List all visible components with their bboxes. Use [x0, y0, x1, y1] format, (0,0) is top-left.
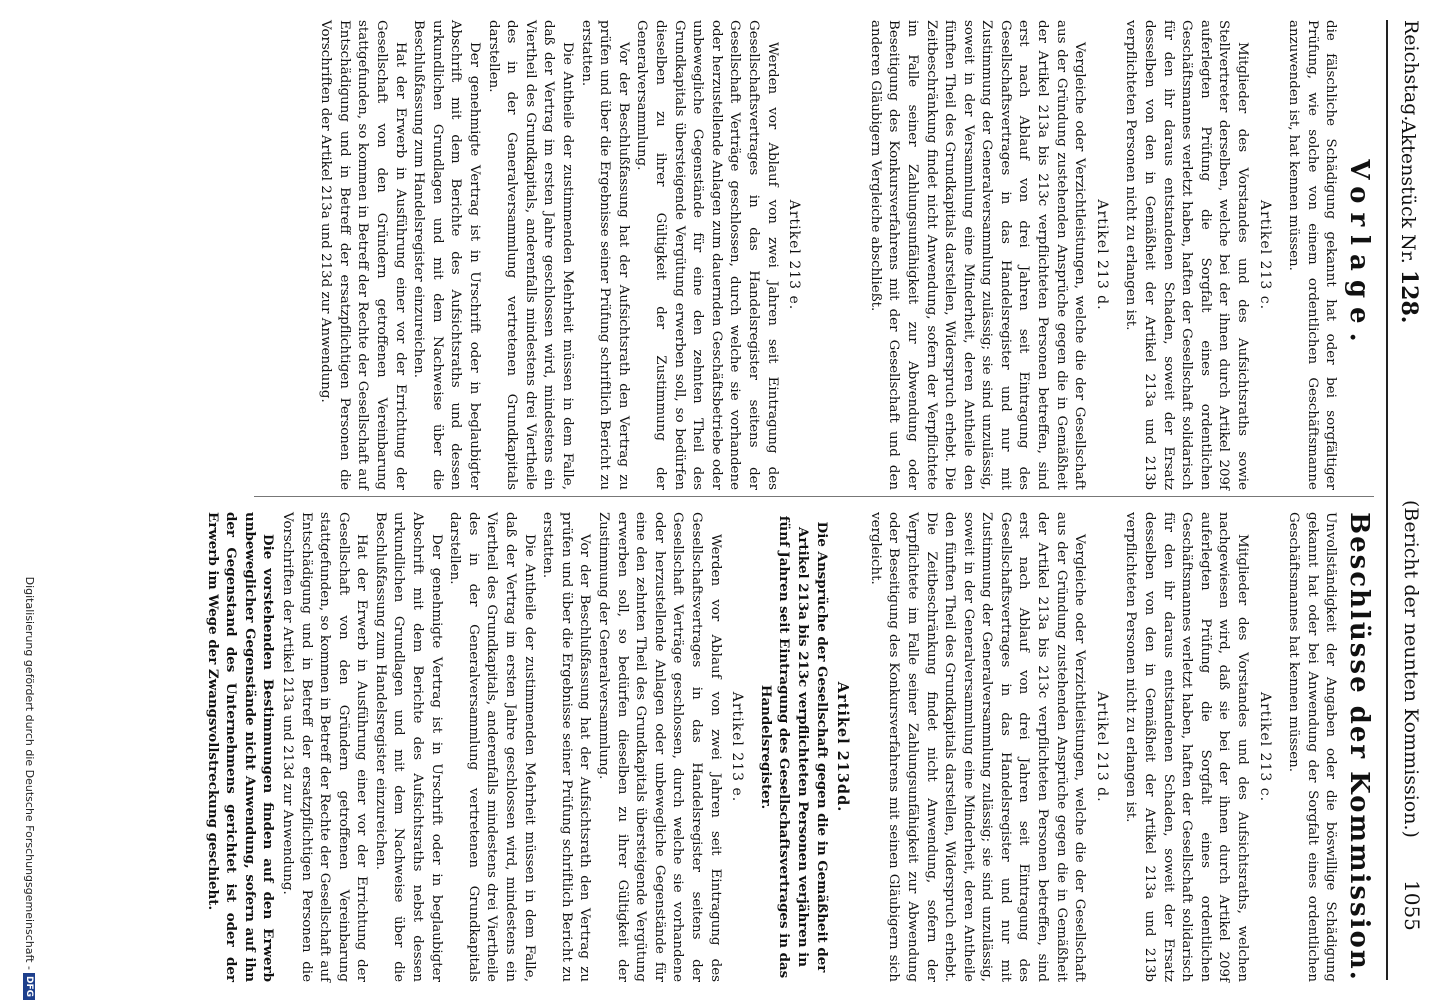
dfg-logo: DFG: [23, 973, 35, 1000]
header-rule: [1386, 20, 1388, 980]
left-art-213d-text: Vergleiche oder Verzichtleistungen, welche die der Gesellschaft aus der Gründung zustehenden Ansprüche gegen die in Gemäßheit der Artikel 213a bis 213c verpflichteten Personen betreffen, sind erst nach Ablauf von drei Jahren seit Eintragung des Gesellschaftsvertrages in das Handelsregister und nur mit Zustimmung der Generalversammlung zulässig; sie sind unzulässig, soweit in der Versammlung eine Minderheit, deren Antheile den fünften Theil des Grundkapitals darstellen, Widerspruch erhebt. Die Zeitbeschränkung findet nicht Anwendung, sofern der Verpflichtete im Falle seiner Zahlungsunfähigkeit zur Abwendung oder Beseitigung des Konkursverfahrens mit der Gesellschaft und den anderen Gläubigern Vergleiche abschließt.: [867, 20, 1088, 490]
right-column-beschluesse: [204, 512, 1374, 982]
digitization-credit: [23, 0, 36, 1000]
right-art-213c-text: Mitglieder des Vorstandes und des Aufsichtsraths, welchen nachgewiesen wird, daß sie bei der ihnen durch Artikel 209f auferlegten Prüfung die Sorgfalt eines ordentlichen Geschäftsmannes verletzt haben, haften der Gesellschaft solidarisch für den ihr daraus entstandenen Schaden, soweit der Ersatz desselben von den in Gemäßheit der Artikel 213a und 213b verpflichteten Personen nicht zu erlangen ist.: [1123, 512, 1251, 982]
left-art-213e-text-2: Vor der Beschlußfassung hat der Aufsichtsrath den Vertrag zu prüfen und über die Ergebnisse seiner Prüfung schriftlich Bericht zu erstatten.: [578, 20, 631, 490]
right-art-213e-text-4: Der genehmigte Vertrag ist in Urschrift oder in beglaubigter Abschrift mit dem Berichte des Aufsichtsraths nebst dessen urkundlichen Grundlagen und mit dem Nachweise über die Beschlußfassung zum Handelsregister einzureichen.: [372, 512, 444, 982]
running-head-center: [1396, 120, 1422, 323]
left-art-213e-text-3: Die Antheile der zustimmenden Mehrheit müssen in dem Falle, daß der Vertrag im ersten Jahre geschlossen wird, mindestens ein Viertheil des Grundkapitals, anderenfalls mindestens drei Viertheile des in der Generalversammlung vertretenen Grundkapitals darstellen.: [485, 20, 576, 490]
right-art-213dd-text: Die Ansprüche der Gesellschaft gegen die in Gemäßheit der Artikel 213a bis 213c verpflichteten Personen verjähren in fünf Jahren seit Eintragung des Gesellschaftsvertrages in das Handelsregister.: [757, 515, 830, 979]
document-number: 128.: [1396, 269, 1422, 324]
left-art-213c-heading: Artikel 213 c.: [1256, 199, 1273, 311]
right-column-title: Beschlüsse der Kommission.: [1344, 512, 1374, 982]
running-head: [1372, 0, 1432, 1000]
left-column-title: Vorlage.: [1344, 159, 1374, 351]
left-art-213e-text-1: Werden vor Ablauf von zwei Jahren seit Eintragung des Gesellschaftsvertrages in das Handelsregister seitens der Gesellschaft Verträge geschlossen, durch welche sie vorhandene oder herzustellende Anlagen zum dauernden Geschäftsbetriebe oder unbewegliche Gegenstände für eine den zehnten Theil des Grundkapitals übersteigende Vergütung erwerben soll, so bedürfen dieselben zu ihrer Gültigkeit der Zustimmung der Generalversammlung.: [634, 20, 780, 490]
credit-text: Digitalisierung gefördert durch die Deutsche Forschungsgemeinschaft -: [23, 576, 36, 970]
right-art-213e-text-2: Vor der Beschlußfassung hat der Aufsichtsrath den Vertrag zu prüfen und über die Ergebnisse seiner Prüfung schriftlich Bericht zu erstatten.: [540, 512, 593, 982]
left-art-213c-text: Mitglieder des Vorstandes und des Aufsichtsraths sowie Stellvertreter derselben, welche bei der ihnen durch Artikel 209f auferlegten Prüfung die Sorgfalt eines ordentlichen Geschäftsmannes verletzt haben, haften der Gesellschaft solidarisch für den ihr daraus entstandenen Schaden, soweit der Ersatz desselben von den in Gemäßheit der Artikel 213a und 213b verpflichteten Personen nicht zu erlangen ist.: [1123, 20, 1251, 490]
right-art-213e-heading: Artikel 213 e.: [729, 691, 746, 803]
right-art-213e-text-3: Die Antheile der zustimmenden Mehrheit müssen in dem Falle, daß der Vertrag im ersten Jahre geschlossen wird, mindestens ein Viertheil des Grundkapitals, anderenfalls mindestens drei Viertheile des in der Generalversammlung vertretenen Grundkapitals darstellen.: [447, 512, 537, 982]
left-art-213d-heading: Artikel 213 d.: [1093, 199, 1110, 311]
right-art-213e-text-6: Die vorstehenden Bestimmungen finden auf den Erwerb unbeweglicher Gegenstände nicht Anwendung, sofern auf ihn der Gegenstand des Unternehmens gerichtet ist oder der Erwerb im Wege der Zwangsvollstreckung geschieht.: [204, 512, 277, 982]
left-art-213e-text-4: Der genehmigte Vertrag ist in Urschrift oder in beglaubigter Abschrift mit dem Berichte des Aufsichtsraths und dessen urkundlichen Grundlagen und mit dem Nachweise über die Beschlußfassung zum Handelsregister einzureichen.: [411, 20, 483, 490]
running-head-left: Reichstag.: [1400, 20, 1422, 122]
right-art-213dd-heading: Artikel 213dd.: [834, 681, 852, 813]
document-label: Aktenstück Nr.: [1397, 120, 1419, 264]
page-number: 1055: [1400, 880, 1424, 931]
left-column-vorlage: [214, 20, 1374, 490]
right-art-213d-text: Vergleiche oder Verzichtleistungen, welche die der Gesellschaft aus der Gründung zustehenden Ansprüche gegen die in Gemäßheit der Artikel 213a bis 213c verpflichteten Personen betreffen, sind erst nach Ablauf von drei Jahren seit Eintragung des Gesellschaftsvertrages in das Handelsregister und nur mit Zustimmung der Generalversammlung zulässig; sie sind unzulässig, soweit in der Generalversammlung eine Minderheit, deren Antheile den fünften Theil des Grundkapitals darstellen, Widerspruch erhebt. Die Zeitbeschränkung findet nicht Anwendung, sofern der Verpflichtete im Falle seiner Zahlungsunfähigkeit zur Abwendung oder Beseitigung des Konkursverfahrens mit seinen Gläubigern sich vergleicht.: [867, 512, 1088, 982]
left-art-213e-text-5: Hat der Erwerb in Ausführung einer vor der Errichtung der Gesellschaft von den Gründern getroffenen Vereinbarung stattgefunden, so kommen in Betreff der Rechte der Gesellschaft auf Entschädigung und in Betreff der ersatzpflichtigen Personen die Vorschriften der Artikel 213a und 213d zur Anwendung.: [318, 20, 408, 490]
column-divider: [254, 496, 1374, 497]
right-art-213c-heading: Artikel 213 c.: [1256, 691, 1273, 803]
running-head-right: (Bericht der neunten Kommission.): [1400, 500, 1422, 838]
right-art-213e-text-5: Hat der Erwerb in Ausführung einer vor der Errichtung der Gesellschaft von den Gründern getroffenen Vereinbarung stattgefunden, so kommen in Betreff der Rechte der Gesellschaft auf Entschädigung und in Betreff der ersatzpflichtigen Personen die Vorschriften der Artikel 213a und 213d zur Anwendung.: [279, 512, 370, 982]
right-art-213e-text-1: Werden vor Ablauf von zwei Jahren seit Eintragung des Gesellschaftsvertrages in das Handelsregister seitens der Gesellschaft Verträge geschlossen, durch welche sie vorhandene oder herzustellende Anlagen oder unbewegliche Gegenstände für eine den zehnten Theil des Grundkapitals übersteigende Vergütung erwerben soll, so bedürfen dieselben zu ihrer Gültigkeit der Zustimmung der Generalversammlung.: [596, 512, 723, 982]
right-intro: Unvollständigkeit der Angaben oder die böswillige Schädigung gekannt hat oder bei Anwendung der Sorgfalt eines ordentlichen Geschäftsmannes hat kennen müssen.: [1286, 512, 1339, 982]
right-art-213d-heading: Artikel 213 d.: [1093, 691, 1110, 803]
left-intro: die fälschliche Schädigung gekannt hat oder bei sorgfältiger Prüfung, wie solche von einem ordentlichen Geschäftsmanne anzuwenden ist, hat kennen müssen.: [1286, 20, 1339, 490]
left-art-213e-heading: Artikel 213 e.: [786, 199, 803, 311]
